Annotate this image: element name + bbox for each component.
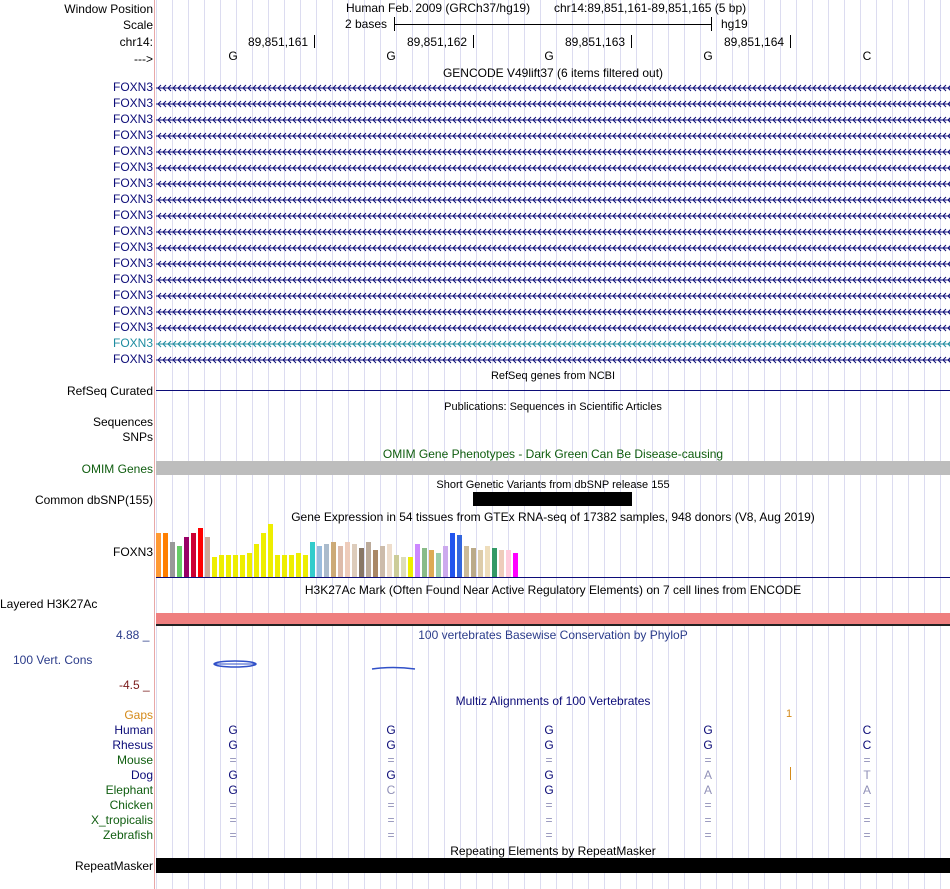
multiz-aligned-base: G [544, 738, 554, 752]
multiz-aligned-base: G [386, 723, 396, 737]
multiz-aligned-base: = [545, 798, 553, 812]
multiz-species-label[interactable]: X_tropicalis [90, 813, 153, 827]
gencode-transcript-label[interactable]: FOXN3 [112, 160, 153, 174]
multiz-aligned-base: C [862, 738, 872, 752]
window-position-label: Window Position [64, 2, 153, 16]
multiz-aligned-base: = [387, 753, 395, 767]
multiz-aligned-base: G [228, 738, 238, 752]
multiz-aligned-base: G [386, 768, 396, 782]
repeatmasker-track-title: Repeating Elements by RepeatMasker [450, 844, 656, 858]
multiz-aligned-base: = [863, 813, 871, 827]
multiz-aligned-base: C [386, 783, 396, 797]
reference-base: G [228, 49, 238, 63]
dbsnp-track-label[interactable]: Common dbSNP(155) [34, 493, 153, 507]
position-readout[interactable]: chr14:89,851,161-89,851,165 (5 bp) [554, 1, 747, 15]
reference-base: G [386, 49, 396, 63]
gencode-transcript-label[interactable]: FOXN3 [112, 176, 153, 190]
multiz-aligned-base: = [704, 798, 712, 812]
h3k27ac-track-label[interactable]: Layered H3K27Ac [0, 597, 98, 611]
gencode-transcript-label[interactable]: FOXN3 [112, 192, 153, 206]
ruler-coordinate: 89,851,161 [248, 35, 309, 49]
multiz-aligned-base: = [863, 753, 871, 767]
multiz-aligned-base: = [863, 828, 871, 842]
multiz-aligned-base: = [387, 828, 395, 842]
multiz-aligned-base: G [703, 723, 713, 737]
multiz-aligned-base: G [228, 768, 238, 782]
multiz-aligned-base: G [544, 768, 554, 782]
scale-label: Scale [122, 18, 153, 32]
multiz-aligned-base: G [544, 723, 554, 737]
multiz-aligned-base: G [228, 723, 238, 737]
conservation-max-value: 4.88 _ [116, 628, 150, 642]
scale-db: hg19 [721, 17, 748, 31]
gencode-transcript-label[interactable]: FOXN3 [112, 272, 153, 286]
dbsnp-track-title: Short Genetic Variants from dbSNP release 155 [436, 479, 670, 491]
gencode-transcript-label[interactable]: FOXN3 [112, 80, 153, 94]
multiz-aligned-base: = [387, 798, 395, 812]
multiz-aligned-base: A [703, 783, 712, 797]
multiz-species-label[interactable]: Mouse [116, 753, 153, 767]
reference-base: G [544, 49, 554, 63]
multiz-species-label[interactable]: Human [114, 723, 153, 737]
multiz-aligned-base: G [228, 783, 238, 797]
gencode-transcript-label[interactable]: FOXN3 [112, 96, 153, 110]
strand-label[interactable]: ---> [134, 52, 153, 66]
reference-base: G [703, 49, 713, 63]
gencode-track-title: GENCODE V49lift37 (6 items filtered out) [442, 66, 664, 80]
gtex-track-title: Gene Expression in 54 tissues from GTEx RNA-seq of 17382 samples, 948 donors (V8, Aug 2019) [291, 510, 815, 524]
publications-label-snps[interactable]: SNPs [122, 430, 153, 444]
multiz-species-label[interactable]: Elephant [105, 783, 153, 797]
multiz-species-label[interactable]: Chicken [109, 798, 153, 812]
gencode-transcript-label[interactable]: FOXN3 [112, 352, 153, 366]
multiz-aligned-base: G [386, 738, 396, 752]
multiz-aligned-base: = [704, 753, 712, 767]
multiz-aligned-base: G [544, 783, 554, 797]
gencode-transcript-label[interactable]: FOXN3 [112, 256, 153, 270]
multiz-aligned-base: = [229, 753, 237, 767]
conservation-track-label[interactable]: 100 Vert. Cons [13, 653, 93, 667]
multiz-aligned-base: = [704, 828, 712, 842]
omim-track-title: OMIM Gene Phenotypes - Dark Green Can Be Disease-causing [382, 447, 724, 461]
omim-track-label[interactable]: OMIM Genes [81, 462, 153, 476]
assembly-name: Human Feb. 2009 (GRCh37/hg19) [346, 1, 531, 15]
ruler-coordinate: 89,851,162 [407, 35, 468, 49]
ruler-coordinate: 89,851,164 [724, 35, 785, 49]
multiz-species-label[interactable]: Dog [130, 768, 153, 782]
gencode-transcript-label[interactable]: FOXN3 [112, 240, 153, 254]
gencode-transcript-label[interactable]: FOXN3 [112, 304, 153, 318]
multiz-aligned-base: = [545, 753, 553, 767]
multiz-aligned-base: = [545, 828, 553, 842]
gencode-transcript-label[interactable]: FOXN3 [112, 336, 153, 350]
multiz-species-label[interactable]: Zebrafish [102, 828, 153, 842]
multiz-aligned-base: = [229, 828, 237, 842]
gencode-transcript-label[interactable]: FOXN3 [112, 320, 153, 334]
reference-base: C [862, 49, 872, 63]
refseq-track-title: RefSeq genes from NCBI [490, 370, 616, 382]
multiz-aligned-base: G [703, 738, 713, 752]
repeatmasker-track-label[interactable]: RepeatMasker [74, 859, 153, 873]
multiz-aligned-base: T [863, 768, 871, 782]
multiz-aligned-base: = [229, 798, 237, 812]
chrom-label: chr14: [119, 35, 153, 49]
multiz-aligned-base: A [862, 783, 871, 797]
conservation-min-value: -4.5 _ [119, 678, 150, 692]
multiz-aligned-base: A [703, 768, 712, 782]
gencode-transcript-label[interactable]: FOXN3 [112, 208, 153, 222]
conservation-track-title: 100 vertebrates Basewise Conservation by PhyloP [418, 628, 688, 642]
multiz-gap-count: 1 [786, 708, 793, 720]
h3k27ac-track-title: H3K27Ac Mark (Often Found Near Active Regulatory Elements) on 7 cell lines from ENCODE [304, 583, 802, 597]
multiz-aligned-base: = [545, 813, 553, 827]
multiz-species-label[interactable]: Rhesus [112, 738, 153, 752]
publications-track-title: Publications: Sequences in Scientific Articles [444, 401, 662, 413]
gencode-transcript-label[interactable]: FOXN3 [112, 144, 153, 158]
multiz-aligned-base: C [862, 723, 872, 737]
gencode-transcript-label[interactable]: FOXN3 [112, 112, 153, 126]
multiz-gaps-label[interactable]: Gaps [124, 708, 153, 722]
gencode-transcript-label[interactable]: FOXN3 [112, 288, 153, 302]
publications-label-sequences[interactable]: Sequences [92, 415, 153, 429]
conservation-peak-2 [372, 668, 415, 670]
gtex-track-label[interactable]: FOXN3 [112, 545, 153, 559]
refseq-track-label[interactable]: RefSeq Curated [66, 384, 153, 398]
multiz-aligned-base: = [704, 813, 712, 827]
multiz-aligned-base: = [229, 813, 237, 827]
scale-text: 2 bases [345, 17, 388, 31]
gencode-transcript-label[interactable]: FOXN3 [112, 224, 153, 238]
multiz-aligned-base: = [387, 813, 395, 827]
multiz-track-title: Multiz Alignments of 100 Vertebrates [455, 694, 651, 708]
multiz-aligned-base: = [863, 798, 871, 812]
ruler-coordinate: 89,851,163 [565, 35, 626, 49]
gencode-transcript-label[interactable]: FOXN3 [112, 128, 153, 142]
